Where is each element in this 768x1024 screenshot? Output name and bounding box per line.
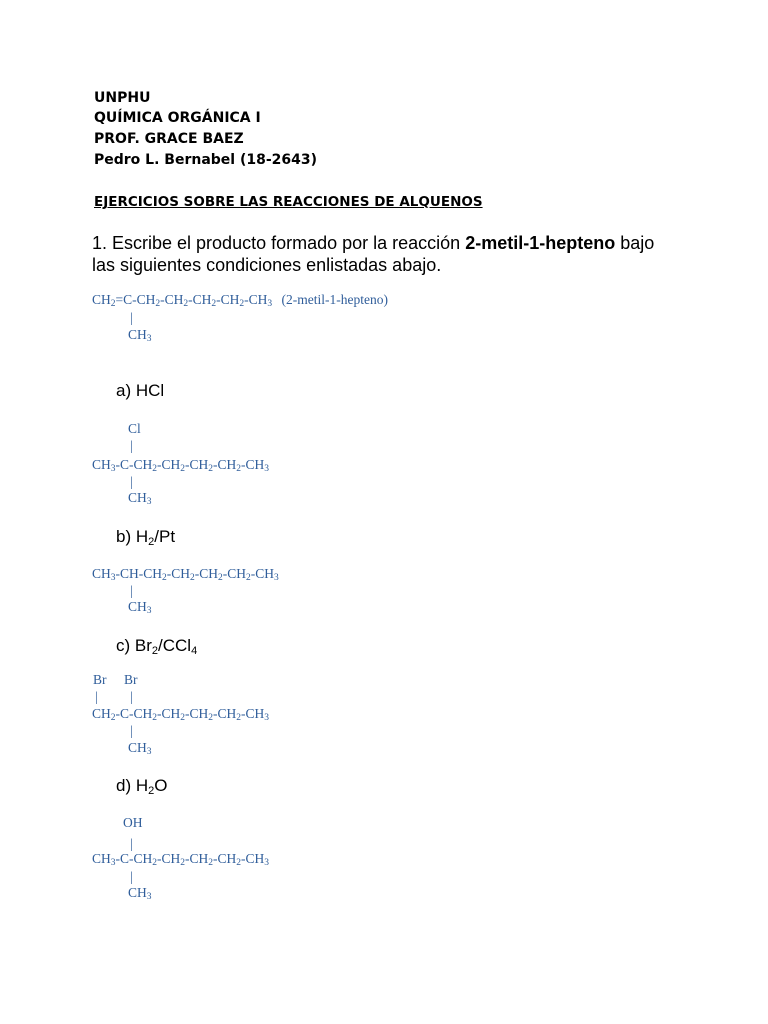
student-name: Pedro L. Bernabel (18-2643) [94, 152, 318, 168]
product-c-bond-bottom: | [130, 723, 133, 738]
condition-d [116, 776, 168, 796]
chem-text: -CH [216, 292, 240, 307]
chem-sub: 2 [239, 299, 245, 309]
chem-text: -CH [160, 292, 184, 307]
condition-reagent: $H_2O$ [135, 776, 168, 797]
condition-c [116, 636, 197, 656]
question-line-2: las siguientes condiciones enlistadas abajo. [92, 255, 442, 275]
question-prefix: 1. Escribe el producto formado por la reacción [92, 233, 466, 253]
chem-text: -CH [244, 292, 268, 307]
product-d-bond-top: | [130, 836, 133, 851]
chem-sub: 2 [110, 299, 116, 309]
condition-reagent: $H_2/Pt$ [135, 527, 176, 548]
chem-sub: 2 [155, 299, 161, 309]
condition-reagent: HCl [135, 381, 165, 400]
condition-reagent: $Br_2/CCl_4$ [134, 636, 198, 657]
chem-text: -CH [188, 292, 212, 307]
reactant-bond: | [130, 310, 133, 325]
product-c-branch: $CH_3$ [128, 740, 152, 757]
condition-letter: c) [116, 636, 131, 655]
reactant-name: (2-metil-1-hepteno) [281, 292, 388, 307]
product-d-branch: $CH_3$ [128, 885, 152, 902]
product-b-bond: | [130, 583, 133, 598]
reactant-branch: $CH_3$ [128, 327, 152, 344]
product-c-chain: $CH_2-C-CH_2-CH_2-CH_2-CH_2-CH_3$ [92, 706, 270, 723]
professor-name: PROF. GRACE BAEZ [94, 131, 244, 147]
chem-sub: 2 [183, 299, 189, 309]
chem-text: =C-CH [115, 292, 156, 307]
product-b-branch: $CH_3$ [128, 599, 152, 616]
condition-a [116, 381, 164, 401]
chem-sub: 2 [211, 299, 217, 309]
product-a-bond-bottom: | [130, 474, 133, 489]
product-b-chain: $CH_3-CH-CH_2-CH_2-CH_2-CH_2-CH_3$ [92, 566, 279, 583]
condition-letter: b) [116, 527, 132, 546]
product-c-bond-top-1: | [95, 689, 98, 704]
product-d-top: OH [123, 815, 143, 830]
product-d-bond-bottom: | [130, 869, 133, 884]
product-a-branch: $CH_3$ [128, 490, 152, 507]
product-d-chain: $CH_3-C-CH_2-CH_2-CH_2-CH_2-CH_3$ [92, 851, 270, 868]
question-compound: 2-metil-1-hepteno [465, 233, 616, 253]
product-c-top-2: Br [124, 672, 138, 687]
reactant-chain [92, 292, 388, 308]
chem-sub: 3 [267, 299, 273, 309]
product-a-chain: $CH_3-C-CH_2-CH_2-CH_2-CH_2-CH_3$ [92, 457, 270, 474]
question-suffix: bajo [615, 233, 655, 253]
condition-letter: a) [116, 381, 132, 400]
university-name: UNPHU [94, 90, 151, 106]
product-a-bond-top: | [130, 438, 133, 453]
product-c-top-1: Br [93, 672, 107, 687]
chem-text: CH [92, 292, 111, 307]
question-line-1 [92, 232, 654, 254]
page-title: EJERCICIOS SOBRE LAS REACCIONES DE ALQUENOS [94, 194, 483, 210]
product-a-top: Cl [128, 421, 141, 436]
condition-b [116, 527, 175, 547]
product-c-bond-top-2: | [130, 689, 133, 704]
course-name: QUÍMICA ORGÁNICA I [94, 110, 261, 126]
condition-letter: d) [116, 776, 132, 795]
